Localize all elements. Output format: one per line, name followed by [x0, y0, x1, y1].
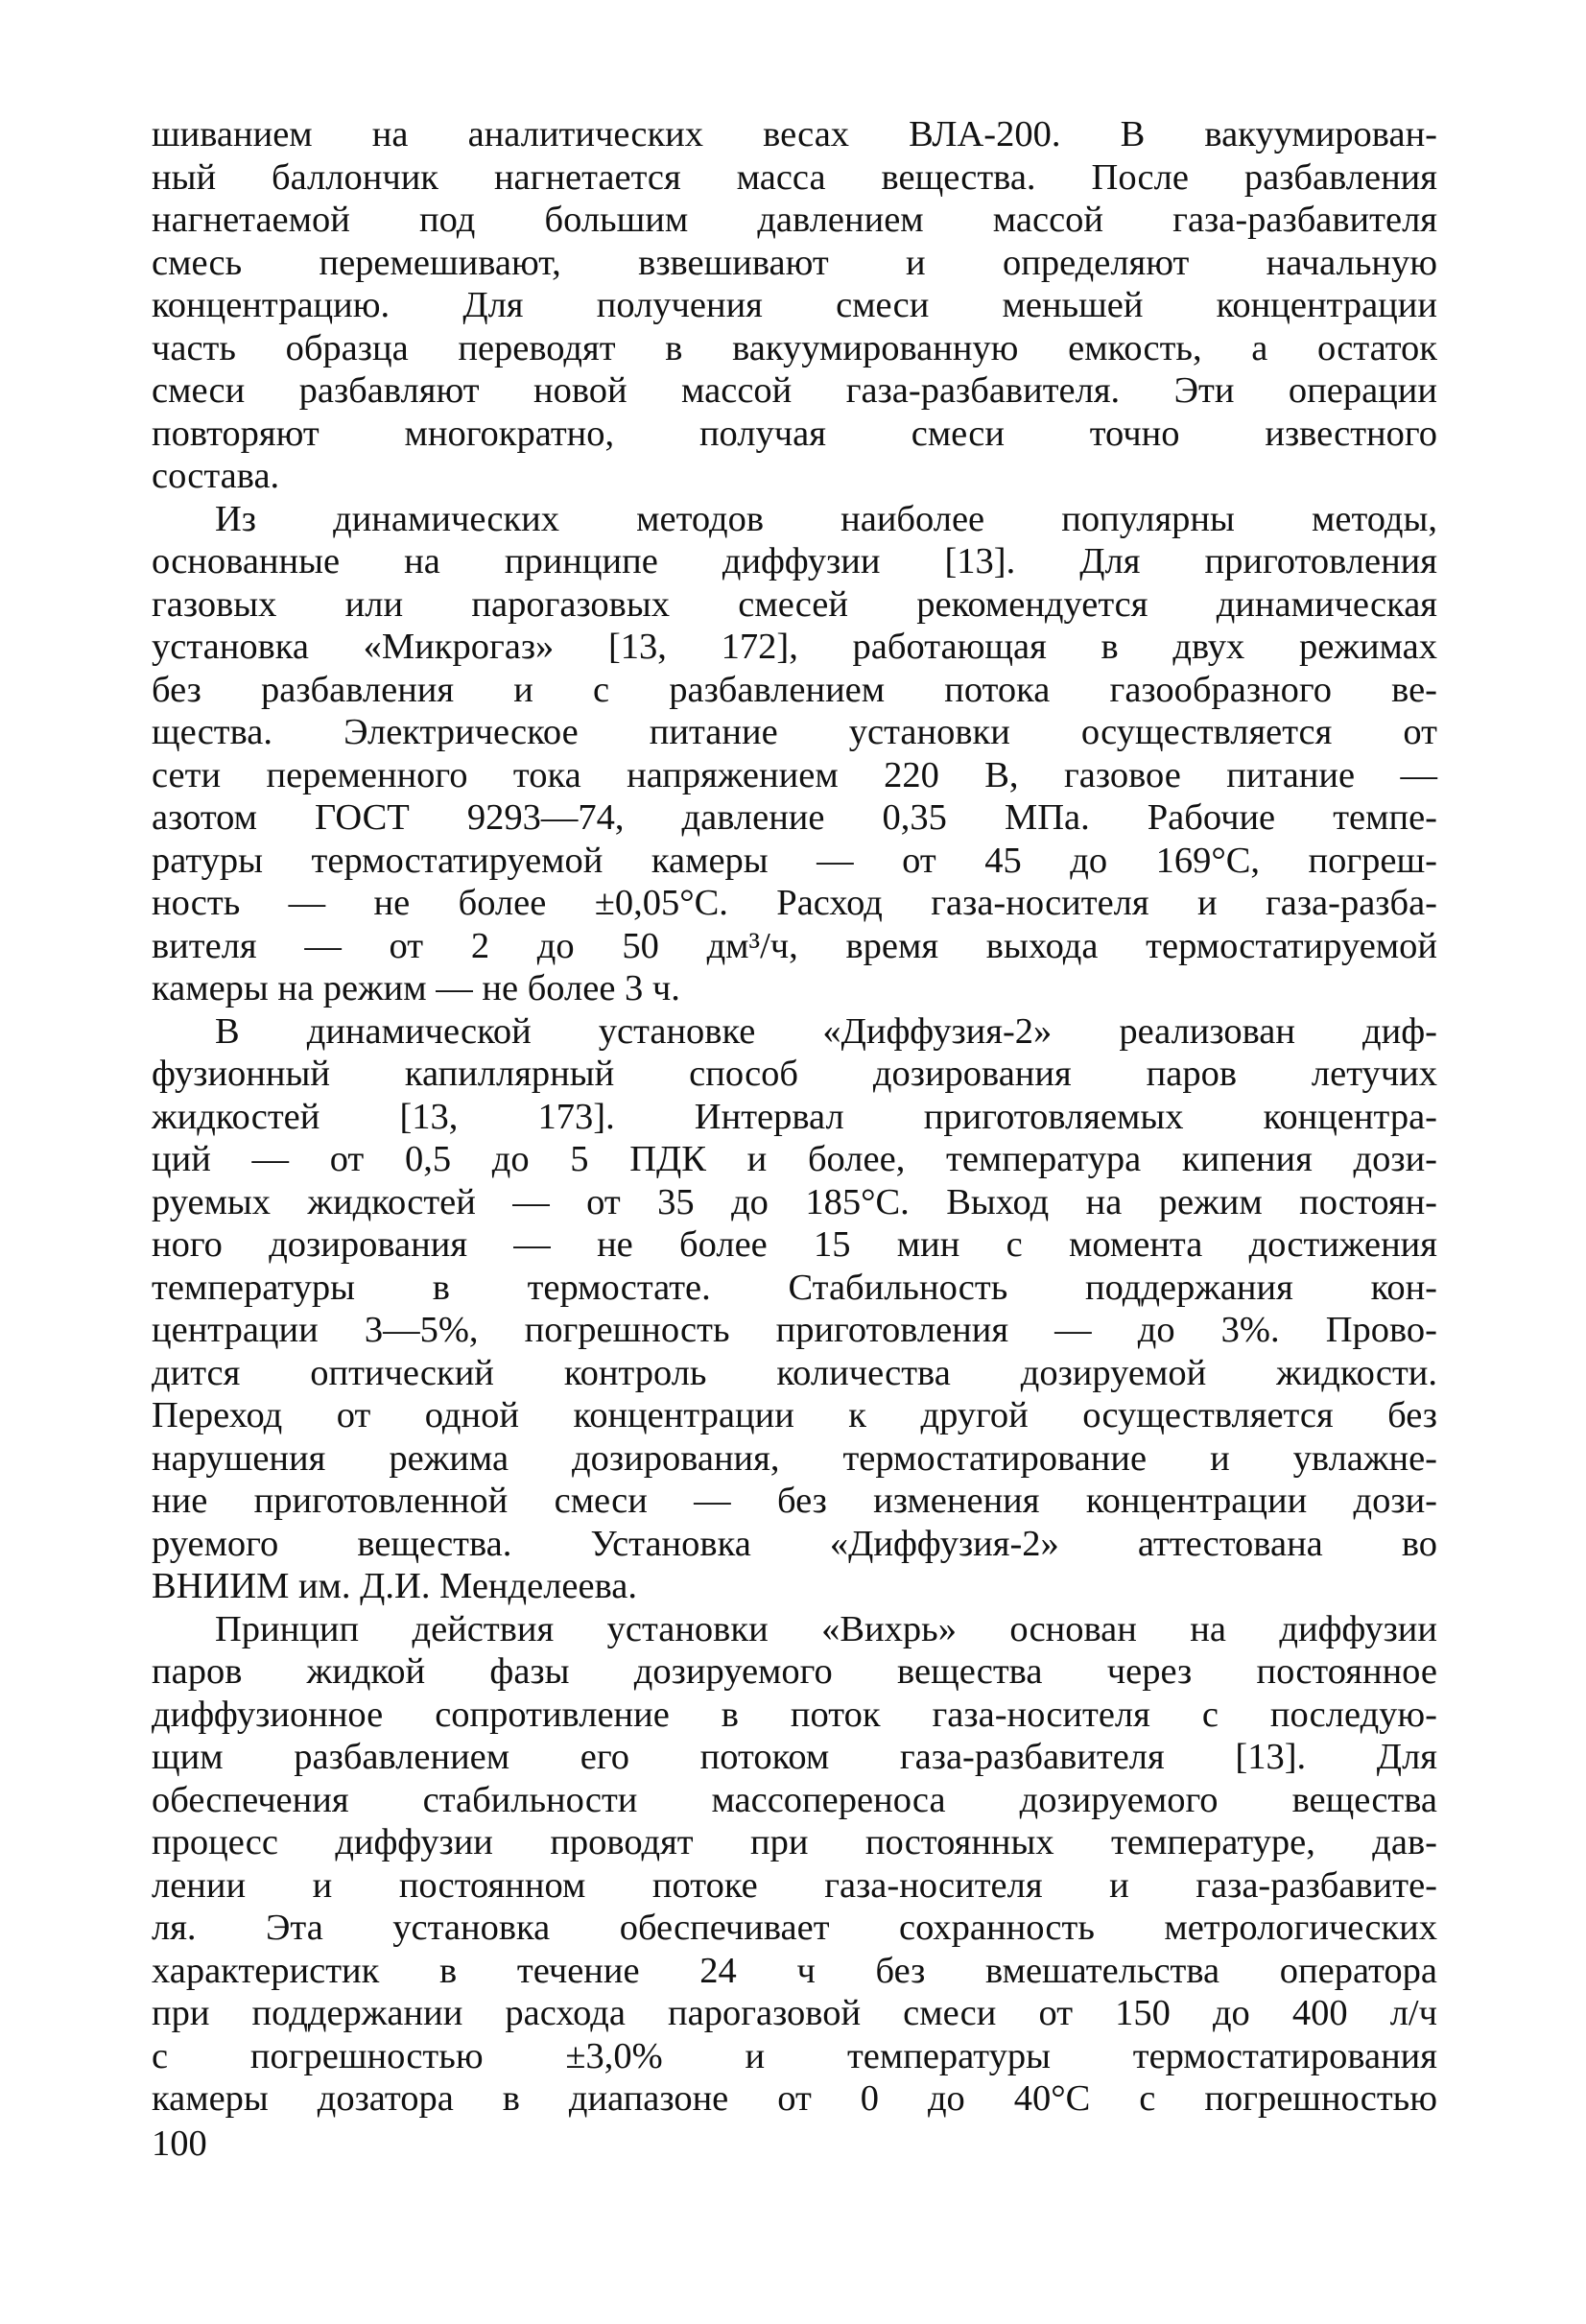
text-line: часть образца переводят в вакуумированную емкость, а остаток	[152, 327, 1437, 368]
text-line: смесь перемешивают, взвешивают и определяют начальную	[152, 242, 1437, 283]
paragraph-1	[152, 113, 1437, 498]
text-line: камеры дозатора в диапазоне от 0 до 40°С с погрешностью	[152, 2078, 1437, 2119]
text-line: процесс диффузии проводят при постоянных температуре, дав-	[152, 1822, 1437, 1862]
text-line: азотом ГОСТ 9293—74, давление 0,35 МПа. Рабочие темпе-	[152, 797, 1437, 838]
text-line: лении и постоянном потоке газа-носителя и газа-разбавите-	[152, 1864, 1437, 1906]
text-line: руемого вещества. Установка «Диффузия-2» аттестована во	[152, 1523, 1437, 1564]
text-line: щим разбавлением его потоком газа-разбавителя [13]. Для	[152, 1737, 1437, 1777]
text-line: руемых жидкостей — от 35 до 185°С. Выход на режим постоян-	[152, 1181, 1437, 1222]
text-line: концентрацию. Для получения смеси меньшей концентрации	[152, 285, 1437, 325]
text-line: при поддержании расхода парогазовой смеси от 150 до 400 л/ч	[152, 1993, 1437, 2033]
text-line: повторяют многократно, получая смеси точно известного	[152, 413, 1437, 454]
text-line: ций — от 0,5 до 5 ПДК и более, температура кипения дози-	[152, 1139, 1437, 1179]
text-line: фузионный капиллярный способ дозирования паров летучих	[152, 1054, 1437, 1094]
text-line: газовых или парогазовых смесей рекомендуется динамическая	[152, 583, 1437, 625]
text-line: температуры в термостате. Стабильность поддержания кон-	[152, 1267, 1437, 1308]
text-line: ние приготовленной смеси — без изменения концентрации дози-	[152, 1481, 1437, 1521]
text-line: без разбавления и с разбавлением потока газообразного ве-	[152, 669, 1437, 710]
text-line: характеристик в течение 24 ч без вмешательства оператора	[152, 1950, 1437, 1991]
text-line: паров жидкой фазы дозируемого вещества через постоянное	[152, 1651, 1437, 1692]
text-line: с погрешностью ±3,0% и температуры термостатирования	[152, 2035, 1437, 2076]
text-line: вителя — от 2 до 50 дм³/ч, время выхода термостатируемой	[152, 925, 1437, 966]
text-line: ля. Эта установка обеспечивает сохранность метрологических	[152, 1908, 1437, 1948]
text-line: ность — не более ±0,05°С. Расход газа-носителя и газа-разба-	[152, 883, 1437, 923]
text-line: Принцип действия установки «Вихрь» основан на диффузии	[215, 1608, 1437, 1649]
paragraph-3	[152, 1010, 1437, 1608]
text-line: сети переменного тока напряжением 220 В, газовое питание —	[152, 754, 1437, 795]
text-line: Из динамических методов наиболее популярны методы,	[215, 498, 1437, 539]
text-line: шиванием на аналитических весах ВЛА-200. В вакуумирован-	[152, 114, 1437, 154]
text-line: диффузионное сопротивление в поток газа-носителя с последую-	[152, 1694, 1437, 1735]
paragraph-2	[152, 498, 1437, 1010]
text-line: основанные на принципе диффузии [13]. Для приготовления	[152, 541, 1437, 581]
paragraph-4	[152, 1608, 1437, 2121]
text-line: смеси разбавляют новой массой газа-разбавителя. Эти операции	[152, 370, 1437, 411]
text-line: нагнетаемой под большим давлением массой газа-разбавителя	[152, 200, 1437, 240]
text-line: ный баллончик нагнетается масса вещества. После разбавления	[152, 156, 1437, 198]
text-line: состава.	[152, 456, 280, 496]
text-line: обеспечения стабильности массопереноса дозируемого вещества	[152, 1779, 1437, 1820]
text-line: установка «Микрогаз» [13, 172], работающая в двух режимах	[152, 627, 1437, 667]
text-line: Переход от одной концентрации к другой осуществляется без	[152, 1395, 1437, 1435]
text-line: дится оптический контроль количества дозируемой жидкости.	[152, 1352, 1437, 1393]
text-line: ВНИИМ им. Д.И. Менделеева.	[152, 1566, 637, 1606]
text-line: щества. Электрическое питание установки осуществляется от	[152, 712, 1437, 752]
text-line: центрации 3—5%, погрешность приготовления — до 3%. Прово-	[152, 1310, 1437, 1350]
text-line: ратуры термостатируемой камеры — от 45 до 169°С, погреш-	[152, 840, 1437, 881]
book-page	[152, 113, 1437, 2320]
text-line: В динамической установке «Диффузия-2» реализован диф-	[215, 1010, 1437, 1052]
text-line: жидкостей [13, 173]. Интервал приготовляемых концентра-	[152, 1096, 1437, 1137]
page-number: 100	[152, 2122, 207, 2164]
text-line: ного дозирования — не более 15 мин с момента достижения	[152, 1224, 1437, 1265]
text-line: камеры на режим — не более 3 ч.	[152, 968, 680, 1008]
text-line: нарушения режима дозирования, термостатирование и увлажне-	[152, 1437, 1437, 1479]
